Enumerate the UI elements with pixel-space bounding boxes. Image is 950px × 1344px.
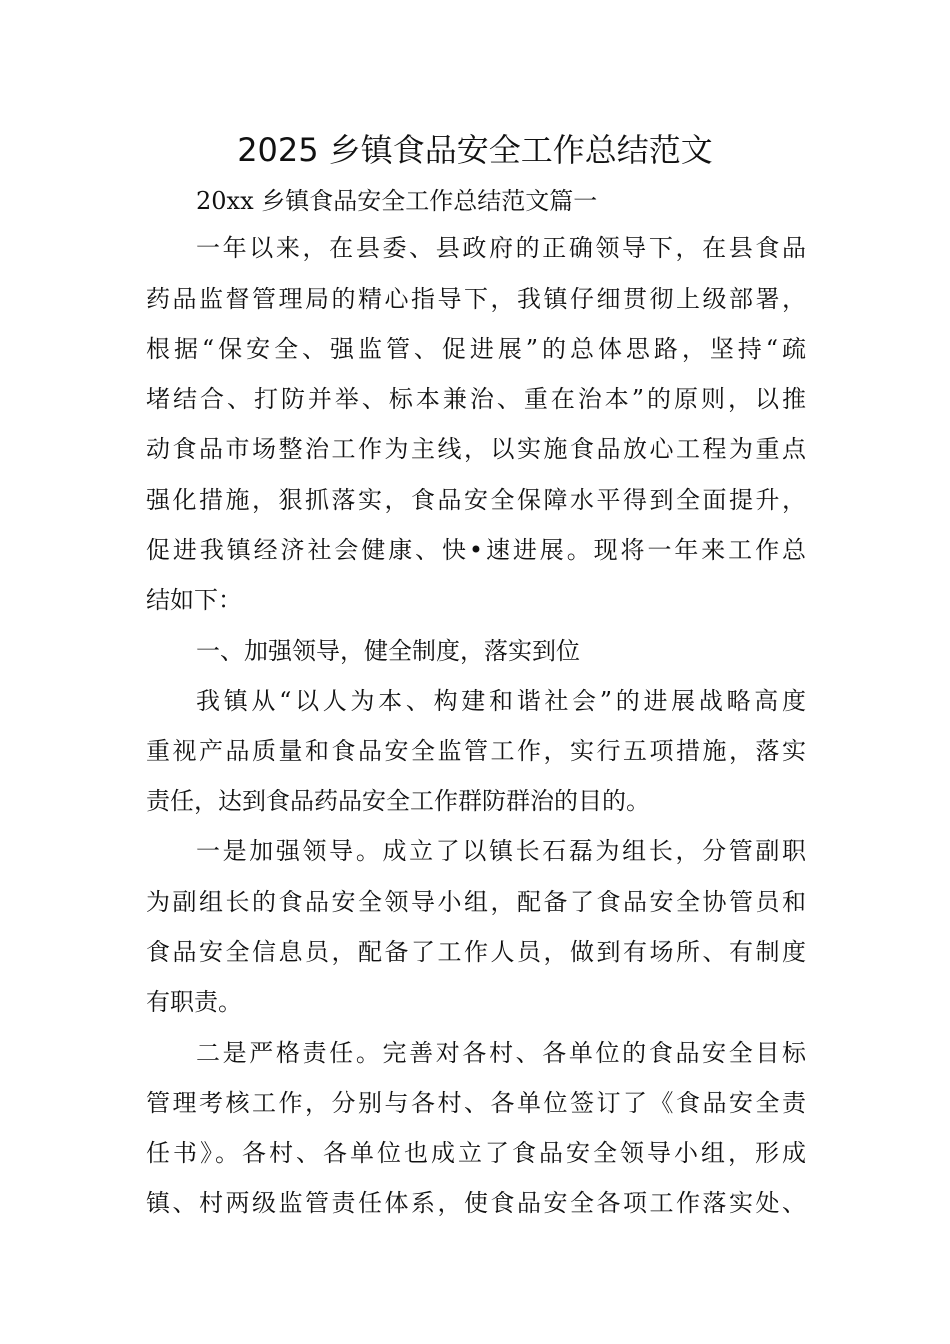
paragraph-line: 结如下：	[146, 586, 242, 614]
paragraph-line: 药品监督管理局的精心指导下，我镇仔细贯彻上级部署，	[146, 285, 806, 313]
section-heading: 一、加强领导，健全制度，落实到位	[196, 637, 580, 665]
paragraph-line: 一年以来，在县委、县政府的正确领导下，在县食品	[196, 234, 806, 262]
paragraph-line: 管理考核工作，分别与各村、各单位签订了《食品安全责	[146, 1089, 806, 1117]
paragraph-line: 为副组长的食品安全领导小组，配备了食品安全协管员和	[146, 888, 806, 916]
paragraph-line: 镇、村两级监管责任体系，使食品安全各项工作落实处、	[146, 1189, 806, 1217]
paragraph-line: 一是加强领导。成立了以镇长石磊为组长，分管副职	[196, 837, 806, 865]
paragraph-line: 重视产品质量和食品安全监管工作，实行五项措施，落实	[146, 737, 806, 765]
paragraph-line: 责任，达到食品药品安全工作群防群治的目的。	[146, 787, 650, 815]
paragraph-line: 强化措施，狠抓落实，食品安全保障水平得到全面提升，	[146, 486, 806, 514]
paragraph-line: 有职责。	[146, 988, 242, 1016]
paragraph-line: 食品安全信息员，配备了工作人员，做到有场所、有制度	[146, 938, 806, 966]
paragraph-line: 任书》。各村、各单位也成立了食品安全领导小组，形成	[146, 1139, 806, 1167]
document-subtitle: 20xx 乡镇食品安全工作总结范文篇一	[196, 187, 598, 215]
paragraph-line: 我镇从“以人为本、构建和谐社会”的进展战略高度	[196, 687, 806, 715]
paragraph-line: 二是严格责任。完善对各村、各单位的食品安全目标	[196, 1039, 806, 1067]
paragraph-line: 根据“保安全、强监管、促进展”的总体思路，坚持“疏	[146, 335, 806, 363]
paragraph-line: 堵结合、打防并举、标本兼治、重在治本”的原则，以推	[146, 385, 806, 413]
paragraph-line: 动食品市场整治工作为主线，以实施食品放心工程为重点	[146, 435, 806, 463]
paragraph-line: 促进我镇经济社会健康、快•速进展。现将一年来工作总	[146, 536, 806, 564]
document-title: 2025 乡镇食品安全工作总结范文	[237, 131, 713, 169]
